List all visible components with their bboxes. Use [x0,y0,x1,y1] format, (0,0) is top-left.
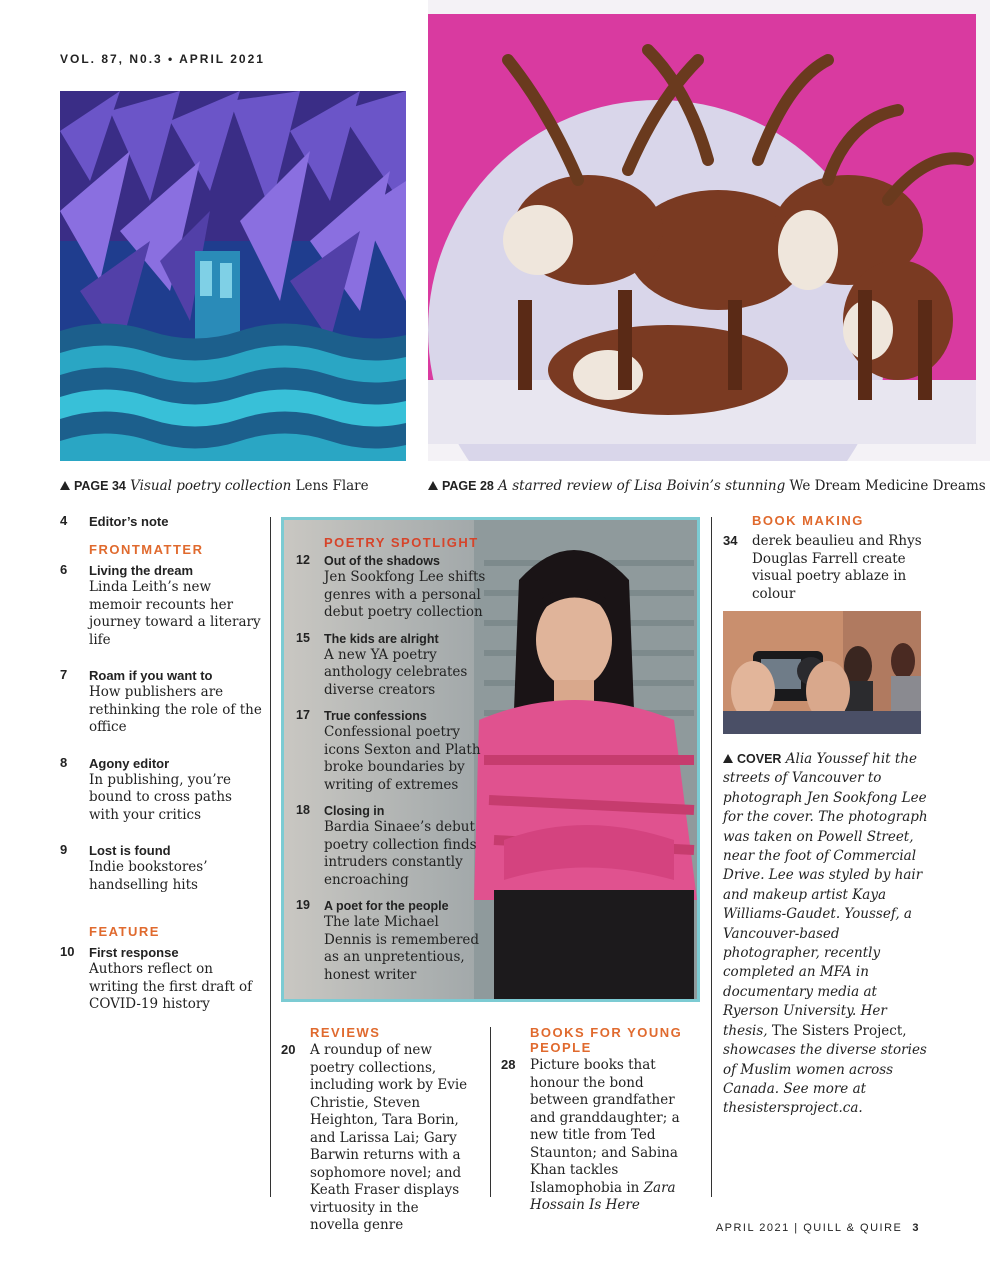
toc-entry[interactable]: 10 First response Authors reflect on writing the first draft of COVID-19 history [60,944,253,1012]
toc-entry[interactable]: 8 Agony editor In publishing, you’re bound to cross paths with your critics [60,754,232,823]
caption-left: PAGE 34 Visual poetry collection Lens Flare [60,478,369,494]
triangle-up-icon [428,481,438,490]
toc-entry[interactable]: 7 Roam if you want to How publishers are rethinking the role of the office [60,667,262,735]
toc-entry[interactable]: 6 Living the dream Linda Leith’s new memoir recounts her journey toward a literary life [60,562,261,648]
toc-entry[interactable]: 15 The kids are alright A new YA poetry anthology celebrates diverse creators [296,630,468,698]
toc-entry[interactable]: 19 A poet for the people The late Michael Dennis is remembered as an unpretentious, honest writer [296,898,480,983]
young-people-section [501,1025,701,1233]
section-head-frontmatter: FRONTMATTER [89,542,204,557]
caption-right: PAGE 28 A starred review of Lisa Boivin’s stunning We Dream Medicine Dreams [428,478,986,494]
page-footer: APRIL 2021 | QUILL & QUIRE 3 [715,1222,920,1234]
page-number: 3 [912,1222,920,1234]
toc-entry[interactable]: 28 Picture books that honour the bond between grandfather and granddaughter; a new title from Ted Staunton; and Sabina Khan tackles Islamophobia in Zara Hossain Is Here [501,1057,680,1213]
section-head-feature: FEATURE [89,924,160,939]
section-head-books-for-young-people: BOOKS FOR YOUNG PEOPLE [530,1025,683,1055]
masthead: VOL. 87, N0.3 • APRIL 2021 [60,52,265,66]
toc-right-column [723,513,928,621]
toc-entry[interactable]: 4 Editor’s note [60,513,169,529]
camera-photo [723,611,921,734]
toc-entry[interactable]: 20 A roundup of new poetry collections, including work by Evie Christie, Steven Heighton, Tara Borin, and Larissa Lai; Gary Barwin returns with a sophomore novel; and Keath Fraser displays virtuosity in the novella genre [281,1042,468,1233]
toc-entry[interactable]: 17 True confessions Confessional poetry icons Sexton and Plath broke boundaries by writing of extremes [296,708,481,793]
section-head-poetry-spotlight: POETRY SPOTLIGHT [324,535,479,550]
toc-entry[interactable]: 34 derek beaulieu and Rhys Douglas Farrell create visual poetry ablaze in colour [723,533,922,602]
cover-credit: COVER Alia Youssef hit the streets of Vancouver to photograph Jen Sookfong Lee for the cover. The photograph was taken on Powell Street, near the foot of Commercial Drive. Lee was styled by hair and makeup artist Kaya Williams-Gaudet. Youssef, a Vancouver-based photographer, recently completed an MFA in documentary media at Ryerson University. Her thesis, The Sisters Project, showcases the diverse stories of Muslim women across Canada. See more at thesistersproject.ca. [723,751,928,1117]
column-divider [270,517,271,1197]
reviews-section [281,1025,471,1253]
column-divider [711,517,712,1197]
section-head-book-making: BOOK MAKING [752,513,864,528]
section-head-reviews: REVIEWS [310,1025,381,1040]
lens-flare-illustration [60,91,406,461]
toc-entry[interactable]: 12 Out of the shadows Jen Sookfong Lee shifts genres with a personal debut poetry collection [296,553,486,620]
poetry-spotlight [296,535,486,993]
triangle-up-icon [60,481,70,490]
toc-entry[interactable]: 9 Lost is found Indie bookstores’ handselling hits [60,842,208,893]
toc-entry[interactable]: 18 Closing in Bardia Sinaee’s debut poetry collection finds intruders constantly encroaching [296,803,477,888]
toc-left-column [60,513,265,1032]
triangle-up-icon [723,754,733,763]
caribou-illustration [428,0,990,461]
column-divider [490,1027,491,1197]
